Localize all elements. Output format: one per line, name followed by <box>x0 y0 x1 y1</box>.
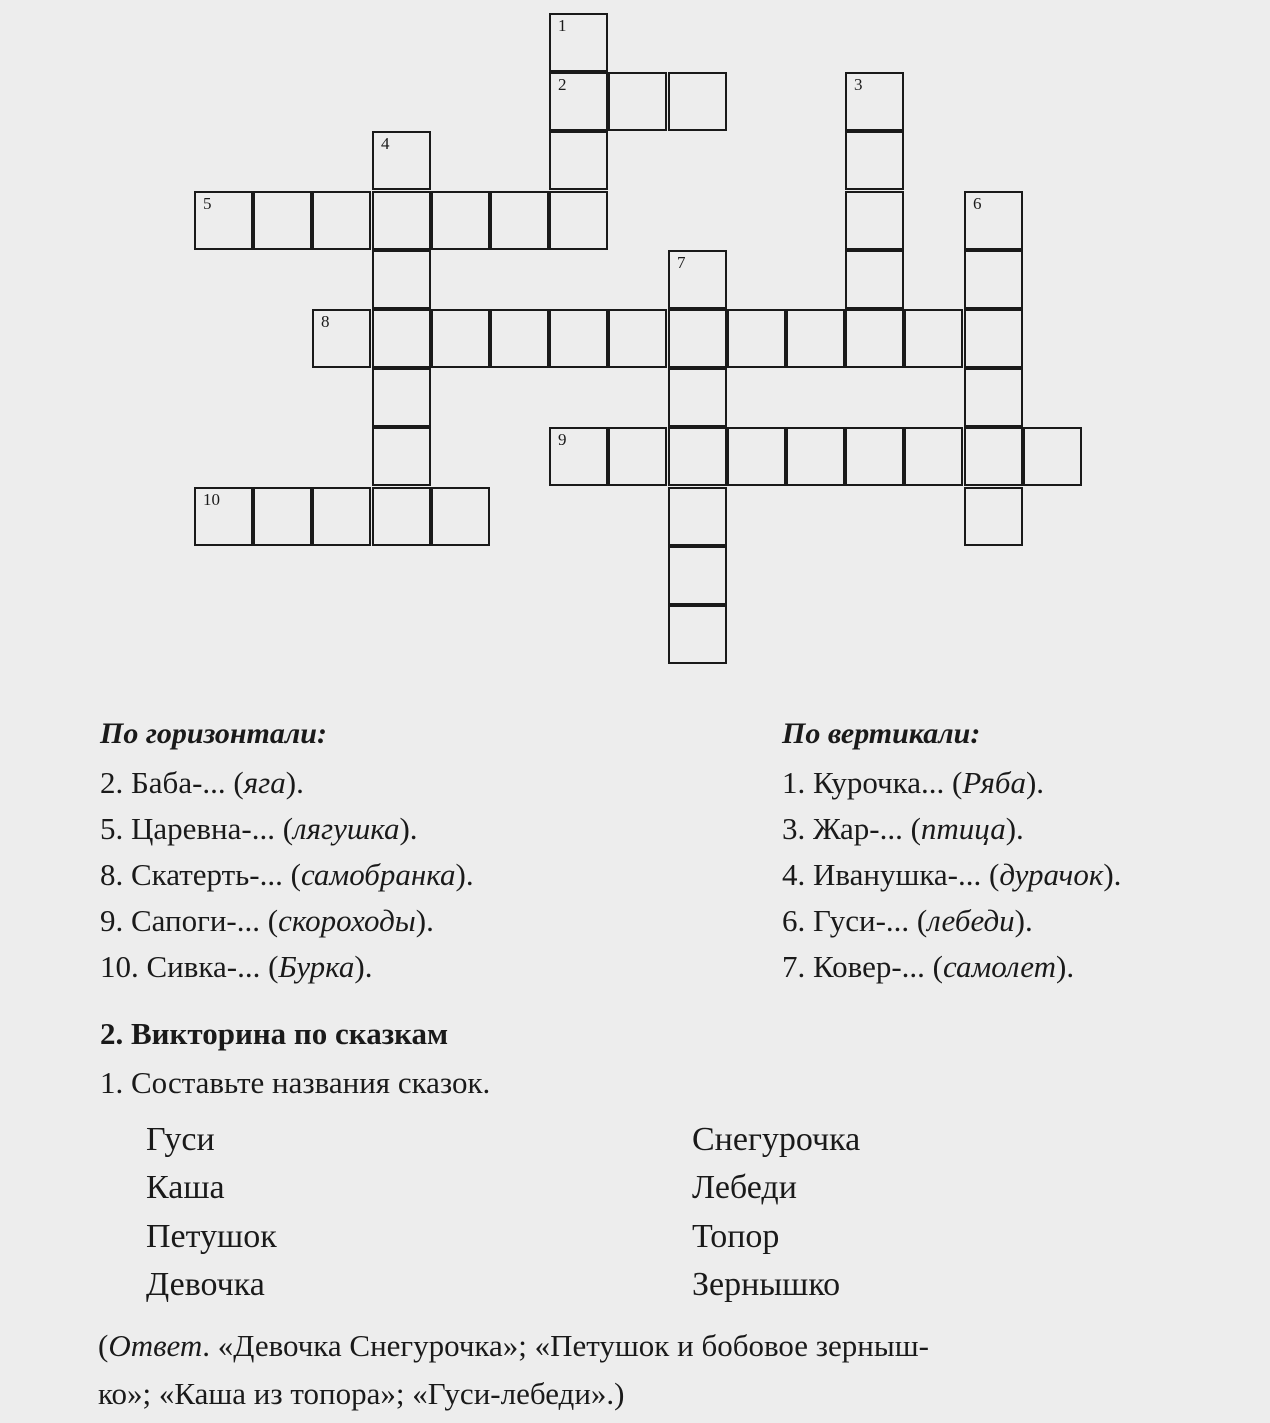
clue-number: 8 <box>321 312 330 331</box>
clue-line: 8. Скатерть-... (самобранка). <box>100 857 474 892</box>
crossword-cell <box>549 72 608 131</box>
quiz-task: 1. Составьте названия сказок. <box>100 1065 491 1100</box>
crossword-grid <box>0 0 1270 700</box>
crossword-cell <box>312 191 371 250</box>
crossword-cell <box>668 427 727 486</box>
crossword-cell <box>372 368 431 427</box>
clue-answer: лягушка <box>293 811 400 846</box>
crossword-cell <box>608 427 667 486</box>
crossword-cell <box>964 191 1023 250</box>
crossword-cell <box>312 309 371 368</box>
crossword-cell <box>549 191 608 250</box>
crossword-cell <box>786 427 845 486</box>
across-heading: По горизонтали: <box>100 717 327 750</box>
crossword-cell <box>845 72 904 131</box>
crossword-cell <box>549 13 608 72</box>
crossword-cell <box>312 487 371 546</box>
clue-answer: самолет <box>943 949 1056 984</box>
crossword-cell <box>964 427 1023 486</box>
crossword-cell <box>845 309 904 368</box>
crossword-cell <box>668 546 727 605</box>
crossword-cell <box>845 191 904 250</box>
down-clues <box>782 714 1121 990</box>
crossword-cell <box>845 131 904 190</box>
clue-line: 5. Царевна-... (лягушка). <box>100 811 418 846</box>
clue-line: 4. Иванушка-... (дурачок). <box>782 857 1122 892</box>
crossword-cell <box>727 309 786 368</box>
crossword-cell <box>668 72 727 131</box>
crossword-cell <box>904 427 963 486</box>
crossword-cell <box>668 368 727 427</box>
clue-answer: самобранка <box>300 857 456 892</box>
clue-answer: дурачок <box>999 857 1104 892</box>
quiz-title: 2. Викторина по сказкам <box>100 1016 449 1051</box>
quiz-word: Топор <box>692 1218 780 1255</box>
quiz-word: Гуси <box>146 1121 215 1158</box>
crossword-cell <box>549 427 608 486</box>
quiz-word: Снегурочка <box>692 1121 861 1158</box>
crossword-cell <box>253 191 312 250</box>
crossword-cell <box>608 72 667 131</box>
crossword-cell <box>490 309 549 368</box>
clue-number: 2 <box>558 75 567 94</box>
answer-line-1: (Ответ. «Девочка Снегурочка»; «Петушок и бобовое зерныш- <box>98 1328 929 1363</box>
crossword-cell <box>668 309 727 368</box>
clue-answer: Бурка <box>278 949 355 984</box>
quiz-word: Лебеди <box>692 1169 797 1206</box>
crossword-cell <box>490 191 549 250</box>
clue-answer: птица <box>920 811 1006 846</box>
clue-line: 3. Жар-... (птица). <box>782 811 1024 846</box>
clue-number: 9 <box>558 430 567 449</box>
answer-label: Ответ <box>108 1328 203 1363</box>
clue-answer: лебеди <box>927 903 1015 938</box>
crossword-cell <box>668 487 727 546</box>
clue-number: 6 <box>973 194 982 213</box>
crossword-cell <box>964 487 1023 546</box>
clue-line: 1. Курочка... (Ряба). <box>782 765 1045 800</box>
clue-answer: яга <box>243 765 286 800</box>
crossword-cell <box>431 191 490 250</box>
crossword-cell <box>786 309 845 368</box>
crossword-cell <box>727 427 786 486</box>
crossword-cell <box>431 487 490 546</box>
answer-line-2: ко»; «Каша из топора»; «Гуси-лебеди».) <box>98 1376 625 1411</box>
quiz-word: Зернышко <box>692 1266 841 1303</box>
clue-number: 10 <box>203 490 220 509</box>
crossword-cell <box>372 309 431 368</box>
quiz-answer <box>98 1322 1248 1418</box>
clue-number: 7 <box>677 253 686 272</box>
crossword-cell <box>668 250 727 309</box>
quiz-word: Каша <box>146 1169 225 1206</box>
quiz-word: Девочка <box>146 1266 265 1303</box>
clue-number: 3 <box>854 75 863 94</box>
clue-number: 4 <box>381 134 390 153</box>
crossword-cell <box>194 487 253 546</box>
crossword-cell <box>372 487 431 546</box>
crossword-cell <box>253 487 312 546</box>
clue-line: 2. Баба-... (яга). <box>100 765 304 800</box>
quiz-section <box>100 1014 490 1106</box>
clue-line: 9. Сапоги-... (скороходы). <box>100 903 434 938</box>
clue-answer: Ряба <box>962 765 1026 800</box>
down-heading: По вертикали: <box>782 717 981 750</box>
crossword-cell <box>845 250 904 309</box>
clue-answer: скороходы <box>278 903 416 938</box>
crossword-cell <box>964 368 1023 427</box>
clue-line: 10. Сивка-... (Бурка). <box>100 949 373 984</box>
crossword-cell <box>904 309 963 368</box>
clue-line: 7. Ковер-... (самолет). <box>782 949 1075 984</box>
crossword-cell <box>431 309 490 368</box>
crossword-cell <box>549 131 608 190</box>
crossword-cell <box>964 309 1023 368</box>
clue-line: 6. Гуси-... (лебеди). <box>782 903 1033 938</box>
crossword-cell <box>964 250 1023 309</box>
crossword-cell <box>668 605 727 664</box>
clue-number: 1 <box>558 16 567 35</box>
clue-number: 5 <box>203 194 212 213</box>
crossword-cell <box>608 309 667 368</box>
crossword-cell <box>1023 427 1082 486</box>
across-clues <box>100 714 474 990</box>
crossword-cell <box>194 191 253 250</box>
crossword-cell <box>845 427 904 486</box>
crossword-cell <box>372 191 431 250</box>
crossword-cell <box>372 131 431 190</box>
crossword-cell <box>549 309 608 368</box>
crossword-cell <box>372 427 431 486</box>
crossword-cell <box>372 250 431 309</box>
quiz-word: Петушок <box>146 1218 277 1255</box>
